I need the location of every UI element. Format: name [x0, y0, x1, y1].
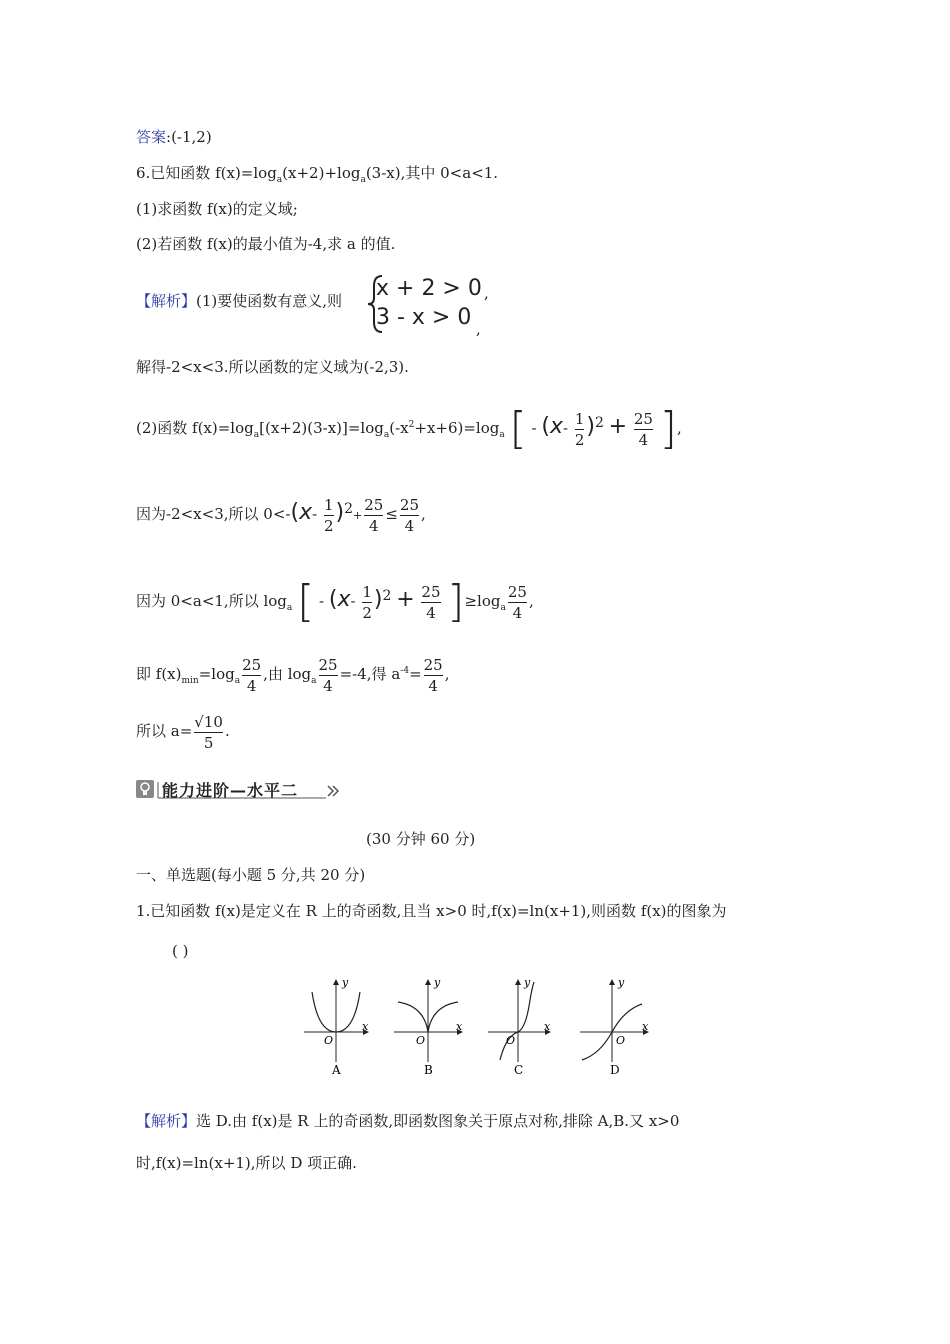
fraction-half [324, 495, 334, 536]
q1sol-l1: 选 D.由 f(x)是 R 上的奇函数,即函数图象关于原点对称,排除 A,B.又 x>0 [196, 1112, 680, 1130]
section-time: (30 分钟 60 分) [366, 830, 476, 848]
frac-num: √10 [194, 712, 223, 731]
comma: , [444, 665, 450, 683]
q1-solution-line2: 时,f(x)=ln(x+1),所以 D 项正确. [136, 1154, 357, 1172]
minus-sign: - [319, 592, 325, 610]
square-sup: 2 [382, 588, 392, 604]
sol-s3b: [(x+2)(3-x)]=log [259, 419, 384, 437]
answer-value: :(-1,2) [166, 128, 212, 146]
graph-d-y: y [618, 976, 625, 989]
fraction-25-4 [634, 409, 653, 450]
exp-neg4: -4 [400, 666, 410, 676]
sol-because-1 [136, 484, 426, 541]
fraction-25-4 [424, 655, 443, 696]
fraction-25-4 [319, 655, 338, 696]
sub-a: a [383, 430, 390, 440]
q1-answer-paren: ( ) [172, 942, 189, 960]
sub-a: a [360, 175, 366, 185]
graph-c-x: x [544, 1020, 551, 1033]
comma: , [528, 592, 534, 610]
graph-d-origin: O [616, 1034, 626, 1047]
paren-open: ( [328, 587, 338, 612]
plus-sign: + [608, 414, 628, 439]
sub-min: min [181, 676, 199, 686]
sol-s6c: ,由 log [263, 665, 312, 683]
sub-a: a [253, 430, 260, 440]
sol-s3d: +x+6)=log [414, 419, 500, 437]
system-row-1: x + 2 > 0 [376, 276, 482, 301]
graph-a-label: A [332, 1063, 341, 1077]
q1-solution-line1 [136, 1111, 679, 1131]
frac-num: 25 [318, 655, 338, 674]
sol-s6b: =log [198, 665, 235, 683]
system-comma-2: , [476, 320, 481, 338]
frac-num: 1 [362, 582, 372, 601]
period: . [224, 722, 230, 740]
q6-stem [136, 163, 498, 190]
sol-fmin [136, 648, 450, 704]
section-title: 能力进阶—水平二 [162, 781, 299, 800]
fraction-half [575, 409, 585, 450]
q1-stem: 1.已知函数 f(x)是定义在 R 上的奇函数,且当 x>0 时,f(x)=ln(x+1),则函数 f(x)的图象为 [136, 902, 727, 920]
sub-a: a [499, 430, 505, 440]
graph-d-x: x [642, 1020, 649, 1033]
frac-den: 4 [634, 429, 653, 450]
graph-a [304, 976, 369, 1077]
sol-part2-line [136, 398, 682, 460]
sol-s6a: 即 f(x) [136, 665, 182, 683]
graph-a-x: x [362, 1020, 369, 1033]
bracket-right: ] [659, 403, 677, 454]
answer-line [136, 127, 212, 147]
var-x: x [299, 500, 313, 525]
frac-num: 25 [399, 495, 419, 514]
sol-because-2 [136, 568, 534, 636]
sol-domain: 解得-2<x<3.所以函数的定义域为(-2,3). [136, 358, 409, 376]
q1-graphs [300, 974, 660, 1088]
graph-b-x: x [456, 1020, 463, 1033]
minus-sign: - [562, 419, 569, 437]
graph-c-label: C [514, 1063, 524, 1077]
paren-open: ( [541, 414, 550, 439]
graph-d [580, 976, 649, 1077]
sol-s4a: 因为-2<x<3,所以 0<- [136, 505, 291, 523]
square-sup: 2 [344, 501, 354, 517]
section-header [136, 778, 340, 802]
minus-sign: - [350, 592, 356, 610]
square-sup: 2 [594, 415, 604, 431]
q6-part2: (2)若函数 f(x)的最小值为-4,求 a 的值. [136, 235, 396, 253]
frac-den: 2 [362, 603, 372, 622]
frac-den: 4 [421, 602, 440, 623]
paren-close: ) [586, 414, 595, 439]
graph-b-y: y [434, 976, 441, 989]
equals: = [409, 665, 422, 683]
graph-a-y: y [342, 976, 349, 989]
q6-stem-a: 6.已知函数 f(x)=log [136, 164, 277, 182]
frac-num: 1 [574, 409, 585, 428]
frac-den: 2 [574, 430, 585, 449]
q6-part1: (1)求函数 f(x)的定义域; [136, 200, 298, 218]
sol-s3c: (-x [389, 419, 409, 437]
frac-num: 25 [421, 582, 441, 601]
graph-b-origin: O [416, 1034, 426, 1047]
frac-den: 4 [424, 675, 443, 696]
graph-a-origin: O [324, 1034, 334, 1047]
sol-s1: (1)要使函数有意义,则 [196, 292, 343, 310]
paren-open: ( [290, 500, 300, 525]
sub-a: a [500, 603, 506, 613]
square-sup: 2 [408, 420, 415, 430]
sol-s7a: 所以 a= [136, 722, 193, 740]
minus-sign: - [531, 419, 537, 437]
fraction-half [362, 582, 372, 623]
sub-a: a [234, 676, 241, 686]
frac-den: 4 [400, 515, 419, 536]
bracket-left: [ [297, 576, 315, 627]
plus-sign: + [353, 509, 363, 522]
fraction-25-4 [400, 495, 419, 536]
frac-num: 1 [323, 495, 334, 514]
system-row-2: 3 - x > 0 [376, 305, 472, 330]
graph-c [488, 976, 551, 1077]
minus-sign: - [312, 505, 318, 523]
plus-sign: + [396, 587, 415, 612]
frac-num: 25 [364, 495, 384, 514]
frac-den: 2 [323, 516, 334, 535]
paren-close: ) [373, 587, 383, 612]
answer-label: 答案 [136, 128, 167, 146]
var-x: x [549, 414, 563, 439]
system-comma-1: , [484, 284, 489, 302]
graph-b-label: B [424, 1063, 433, 1077]
solution-tag: 【解析】 [136, 292, 197, 310]
comma: , [421, 505, 426, 523]
q6-stem-c: (3-x),其中 0<a<1. [365, 164, 499, 182]
var-x: x [337, 587, 351, 612]
bracket-left: [ [509, 403, 527, 454]
fraction-sqrt10-5 [194, 712, 223, 753]
sub-a: a [286, 603, 293, 613]
frac-den: 5 [194, 732, 223, 753]
paren-close: ) [335, 500, 345, 525]
fraction-25-4 [364, 495, 383, 536]
solution-tag: 【解析】 [136, 1112, 197, 1130]
sub-a: a [276, 175, 283, 185]
frac-num: 25 [633, 409, 653, 428]
sol-part1 [136, 291, 342, 311]
frac-den: 4 [319, 675, 338, 696]
frac-num: 25 [242, 655, 262, 674]
sol-s5b: ≥log [464, 592, 501, 610]
q6-stem-b: (x+2)+log [282, 164, 361, 182]
graph-c-y: y [524, 976, 531, 989]
part1-title: 一、单选题(每小题 5 分,共 20 分) [136, 866, 366, 884]
sub-a: a [311, 676, 317, 686]
frac-num: 25 [423, 655, 443, 674]
fraction-25-4 [242, 655, 261, 696]
fraction-25-4 [421, 582, 440, 623]
sol-s6d: =-4,得 a [339, 665, 401, 683]
graph-d-label: D [610, 1063, 620, 1077]
sol-result [136, 708, 230, 754]
frac-den: 4 [508, 602, 527, 623]
frac-den: 4 [242, 675, 261, 696]
graph-b [394, 976, 463, 1077]
graph-c-origin: O [506, 1034, 516, 1047]
sol-s3: (2)函数 f(x)=log [136, 419, 254, 437]
sol-s5a: 因为 0<a<1,所以 log [136, 592, 287, 610]
frac-den: 4 [364, 515, 383, 536]
comma: , [676, 419, 682, 437]
graph-options-figure [300, 974, 660, 1084]
bracket-right: ] [447, 576, 465, 627]
le-sign: ≤ [385, 505, 398, 523]
frac-num: 25 [507, 582, 527, 601]
fraction-25-4 [508, 582, 527, 623]
